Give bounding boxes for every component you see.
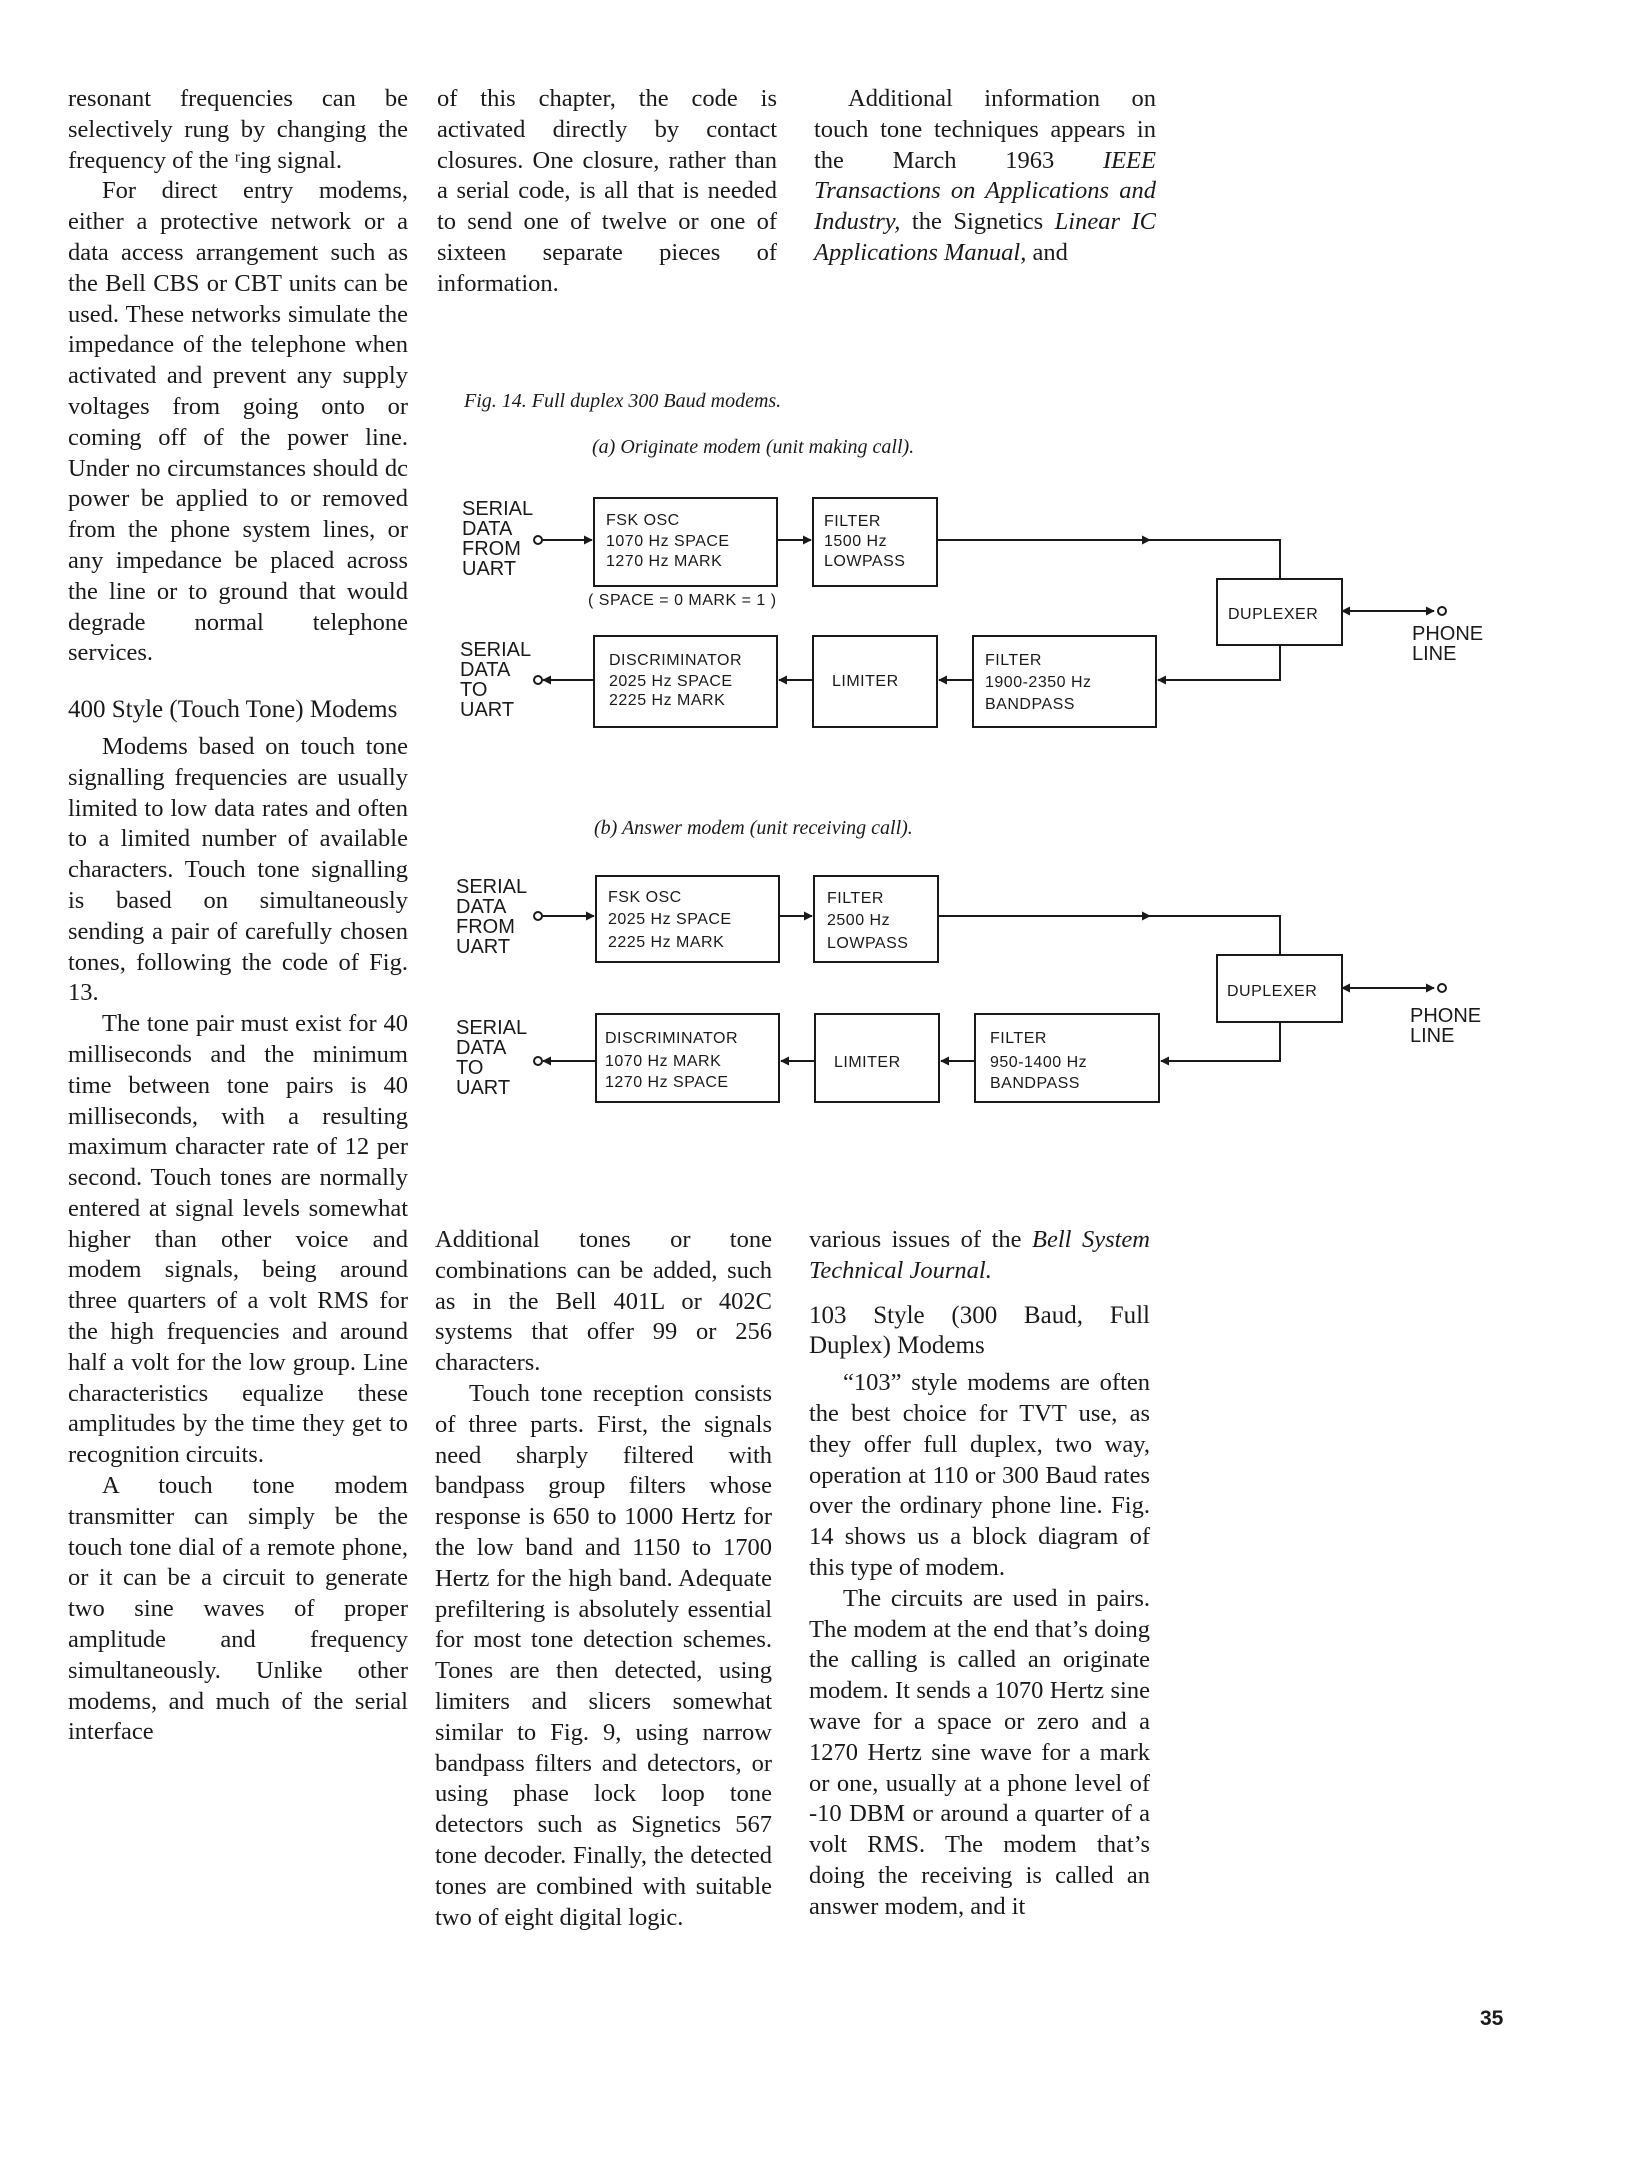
b-disc-line-1: DISCRIMINATOR — [605, 1030, 739, 1047]
a-phone-line-2: LINE — [1412, 643, 1457, 665]
figure-title: Fig. 14. Full duplex 300 Baud modems. — [464, 390, 782, 412]
a-osc-note: ( SPACE = 0 MARK = 1 ) — [588, 592, 777, 609]
figure-subcaption-b: (b) Answer modem (unit receiving call). — [594, 817, 913, 839]
figure-subcaption-a: (a) Originate modem (unit making call). — [592, 436, 915, 458]
a-tx-filter-line-1: FILTER — [824, 513, 881, 530]
a-osc-line-2: 1070 Hz SPACE — [606, 533, 730, 550]
a-serial-out-terminal — [534, 676, 542, 684]
a-serial-to-line-4: UART — [460, 699, 515, 721]
page-number: 35 — [1480, 2007, 1504, 2030]
b-serial-to-line-2: DATA — [456, 1037, 507, 1059]
b-disc-line-3: 1270 Hz SPACE — [605, 1074, 729, 1091]
b-rx-filter-line-2: 950-1400 Hz — [990, 1054, 1088, 1071]
a-phone-line-1: PHONE — [1412, 623, 1484, 645]
section-heading-400-style: 400 Style (Touch Tone) Modems — [68, 696, 398, 724]
col2-top-paragraph: of this chapter, the code is activated directly by contact closures. One closure, rather than a serial code, is all that is needed to send one of twelve or one of sixteen separate pieces of information. — [437, 85, 777, 297]
b-duplexer-label: DUPLEXER — [1227, 983, 1318, 1000]
a-serial-from-line-2: DATA — [462, 518, 513, 540]
b-duplexer-to-rx-wire — [1205, 1022, 1280, 1061]
a-tx-filter-line-2: 1500 Hz — [824, 533, 888, 550]
b-filter-to-duplexer-wire — [1148, 916, 1280, 955]
column-2-bottom — [435, 1225, 772, 1933]
b-tx-filter-line-3: LOWPASS — [827, 935, 909, 952]
b-serial-to-line-4: UART — [456, 1077, 511, 1099]
a-serial-in-terminal — [534, 536, 542, 544]
col1-paragraph-5: A touch tone modem transmitter can simply be the touch tone dial of a remote phone, or it can be a circuit to generate two sine waves of proper amplitude and frequency simultaneously. Unlike other modems, and much of the serial interface — [68, 1472, 408, 1746]
a-serial-to-line-3: TO — [460, 679, 488, 701]
b-rx-filter-line-1: FILTER — [990, 1030, 1047, 1047]
a-phone-terminal — [1438, 607, 1446, 615]
col3-bottom-paragraph-3: The circuits are used in pairs. The modem at the end that’s doing the calling is called an originate modem. It sends a 1070 Hertz sine wave for a space or zero and a 1270 Hertz sine wave for a mark or one, usually at a phone level of -10 DBM or around a quarter of a volt RMS. The modem that’s doing the receiving is called an answer modem, and it — [809, 1584, 1150, 1920]
col1-paragraph-4: The tone pair must exist for 40 milliseconds and the minimum time between tone pairs is 40 milliseconds, with a resulting maximum character rate of 12 per second. Touch tones are normally entered at signal levels somewhat higher than other voice and modem signals, being around three quarters of a volt RMS for the high frequencies and around half a volt for the low group. Line characteristics equalize these amplitudes by the time they get to recognition circuits. — [68, 1010, 408, 1469]
col3-top-paragraph: Additional information on touch tone techniques appears in the March 1963 IEEE Transactions on Applications and Industry, the Signetics Linear IC Applications Manual, and — [814, 85, 1157, 266]
b-disc-line-2: 1070 Hz MARK — [605, 1053, 722, 1070]
col1-paragraph-2: For direct entry modems, either a protective network or a data access arrangement such as the Bell CBS or CBT units can be used. These networks simulate the impedance of the telephone when activated and prevent any supply voltages from going onto or coming off of the power line. Under no circumstances should dc power be applied to or removed from the phone system lines, or any impedance be placed across the line or to ground that would degrade normal telephone services. — [68, 177, 408, 667]
col1-paragraph-3: Modems based on touch tone signalling frequencies are usually limited to low data rates and often to a limited number of available characters. Touch tone signalling is based on simultaneously sending a pair of carefully chosen tones, following the code of Fig. 13. — [68, 732, 408, 1007]
a-disc-line-3: 2225 Hz MARK — [609, 692, 726, 709]
b-tx-filter-line-1: FILTER — [827, 890, 884, 907]
b-phone-line-2: LINE — [1410, 1025, 1455, 1047]
a-tx-filter-line-3: LOWPASS — [824, 553, 906, 570]
b-serial-from-line-4: UART — [456, 936, 511, 958]
a-serial-to-line-2: DATA — [460, 659, 511, 681]
b-tx-filter-line-2: 2500 Hz — [827, 912, 891, 929]
a-filter-to-duplexer-wire — [1148, 540, 1280, 579]
col2-bottom-paragraph-2: Touch tone reception consists of three parts. First, the signals need sharply filtered with bandpass group filters whose response is 650 to 1000 Hertz for the low band and 1150 to 1700 Hertz for the high band. Adequate prefiltering is absolutely essential for most tone detection schemes. Tones are then detected, using limiters and slicers somewhat similar to Fig. 9, using narrow bandpass filters and detectors, or using phase lock loop tone detectors such as Signetics 567 tone decoder. Finally, the detected tones are combined with suitable two of eight digital logic. — [435, 1379, 772, 1931]
b-serial-from-line-3: FROM — [456, 916, 515, 938]
b-limiter-label: LIMITER — [834, 1054, 901, 1071]
a-limiter-label: LIMITER — [832, 673, 899, 690]
a-rx-filter-line-3: BANDPASS — [985, 696, 1075, 713]
column-3-bottom — [809, 1225, 1150, 1923]
a-rx-filter-line-1: FILTER — [985, 652, 1042, 669]
a-serial-from-line-1: SERIAL — [462, 498, 534, 520]
a-serial-from-line-3: FROM — [462, 538, 521, 560]
b-phone-line-1: PHONE — [1410, 1005, 1482, 1027]
col3-bottom-paragraph-2: “103” style modems are often the best choice for TVT use, as they offer full duplex, two way, operation at 110 or 300 Baud rates over the ordinary phone line. Fig. 14 shows us a block diagram of this type of modem. — [809, 1369, 1150, 1581]
b-osc-line-3: 2225 Hz MARK — [608, 934, 725, 951]
a-osc-line-1: FSK OSC — [606, 512, 680, 529]
b-serial-from-line-2: DATA — [456, 896, 507, 918]
a-rx-filter-line-2: 1900-2350 Hz — [985, 674, 1092, 691]
b-rx-filter-line-3: BANDPASS — [990, 1075, 1080, 1092]
col2-bottom-paragraph-1: Additional tones or tone combinations can be added, such as in the Bell 401L or 402C systems that offer 99 or 256 characters. — [435, 1226, 772, 1377]
b-serial-in-terminal — [534, 912, 542, 920]
col3-bottom-paragraph-1: various issues of the Bell System Technical Journal. — [809, 1226, 1150, 1284]
a-serial-from-line-4: UART — [462, 558, 517, 580]
a-osc-line-3: 1270 Hz MARK — [606, 553, 723, 570]
b-serial-out-terminal — [534, 1057, 542, 1065]
b-osc-line-2: 2025 Hz SPACE — [608, 911, 732, 928]
b-serial-to-line-3: TO — [456, 1057, 484, 1079]
a-duplexer-to-rx-wire — [1205, 645, 1280, 680]
a-disc-line-2: 2025 Hz SPACE — [609, 673, 733, 690]
a-disc-line-1: DISCRIMINATOR — [609, 652, 743, 669]
b-osc-line-1: FSK OSC — [608, 889, 682, 906]
b-serial-from-line-1: SERIAL — [456, 876, 528, 898]
col1-paragraph-1: resonant frequencies can be selectively rung by changing the frequency of the ʳing signal. — [68, 85, 408, 174]
b-phone-terminal — [1438, 984, 1446, 992]
section-heading-103-style: 103 Style (300 Baud, Full Duplex) Modems — [809, 1301, 1150, 1360]
a-serial-to-line-1: SERIAL — [460, 639, 532, 661]
a-duplexer-label: DUPLEXER — [1228, 606, 1319, 623]
b-serial-to-line-1: SERIAL — [456, 1017, 528, 1039]
